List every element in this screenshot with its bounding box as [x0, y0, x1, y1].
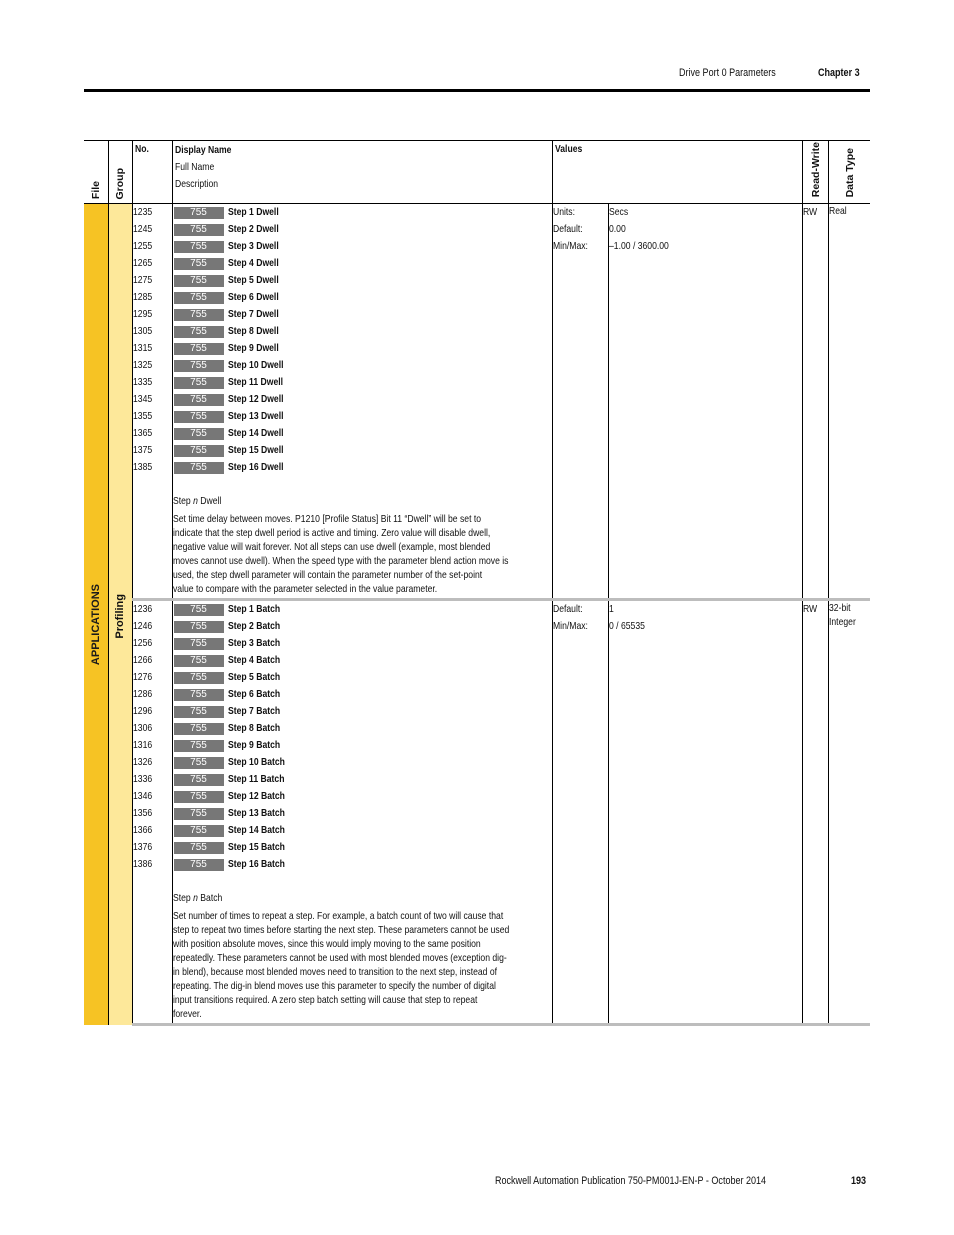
description-line: negative value will wait forever. Not all steps can use dwell (example, most blended [172, 541, 490, 553]
parameter-name: Step 3 Dwell [227, 240, 279, 252]
description-line: indicate that the step dwell period is active and timing. Zero value will disable dwell, [172, 527, 490, 539]
description-line: used, the step dwell parameter will contain the parameter number of the set-point [172, 569, 482, 581]
parameter-number: 1375 [132, 444, 152, 456]
value-values-cell [608, 600, 802, 1025]
parameter-number: 1296 [132, 705, 152, 717]
parameter-name: Step 1 Batch [227, 603, 280, 615]
header-chapter: Chapter 3 [818, 67, 860, 79]
drive-755-badge: 755 [174, 241, 224, 253]
drive-755-badge: 755 [174, 275, 224, 287]
value-label: Min/Max: [552, 240, 588, 252]
parameter-number: 1246 [132, 620, 152, 632]
description-line: step to repeat two times before starting the next step. These parameters cannot be used [172, 924, 509, 936]
drive-755-badge: 755 [174, 689, 224, 701]
drive-755-badge: 755 [174, 672, 224, 684]
parameter-name: Step 15 Dwell [227, 444, 284, 456]
parameter-number: 1325 [132, 359, 152, 371]
data-type-cell [828, 204, 870, 600]
parameter-name: Step 15 Batch [227, 841, 285, 853]
parameter-name: Step 13 Dwell [227, 410, 284, 422]
drive-755-badge: 755 [174, 462, 224, 474]
parameter-name: Step 12 Batch [227, 790, 285, 802]
drive-755-badge: 755 [174, 394, 224, 406]
parameter-row [84, 600, 870, 1025]
parameter-name: Step 10 Dwell [227, 359, 284, 371]
parameter-name: Step 7 Dwell [227, 308, 279, 320]
description-line: with position absolute moves, since this would imply moving to the same position [172, 938, 481, 950]
parameter-name: Step 4 Dwell [227, 257, 279, 269]
read-write-cell [802, 204, 828, 600]
read-write-value: RW [802, 206, 817, 218]
table-header-row [84, 141, 870, 204]
col-description: Description [174, 178, 218, 190]
parameter-name: Step 4 Batch [227, 654, 280, 666]
drive-755-badge: 755 [174, 723, 224, 735]
parameter-number: 1295 [132, 308, 152, 320]
parameter-number: 1265 [132, 257, 152, 269]
parameter-number: 1365 [132, 427, 152, 439]
col-group: Group [108, 141, 132, 203]
parameter-name: Step 9 Dwell [227, 342, 279, 354]
parameter-name: Step 2 Dwell [227, 223, 279, 235]
parameter-name: Step 1 Dwell [227, 206, 279, 218]
parameter-number: 1356 [132, 807, 152, 819]
description-line: Set number of times to repeat a step. For example, a batch count of two will cause that [172, 910, 503, 922]
value-value: –1.00 / 3600.00 [608, 240, 669, 252]
description-line: Set time delay between moves. P1210 [Profile Status] Bit 11 “Dwell” will be set to [172, 513, 481, 525]
parameter-number: 1355 [132, 410, 152, 422]
header-title: Drive Port 0 Parameters [679, 67, 776, 79]
drive-755-badge: 755 [174, 258, 224, 270]
parameter-name: Step 14 Batch [227, 824, 285, 836]
drive-755-badge: 755 [174, 343, 224, 355]
drive-755-badge: 755 [174, 791, 224, 803]
value-label: Default: [552, 223, 583, 235]
value-values-cell [608, 204, 802, 600]
data-type-value: 32-bit [828, 602, 851, 614]
read-write-value: RW [802, 603, 817, 615]
parameter-table [84, 140, 870, 1026]
drive-755-badge: 755 [174, 445, 224, 457]
parameter-number: 1376 [132, 841, 152, 853]
parameter-number: 1385 [132, 461, 152, 473]
drive-755-badge: 755 [174, 224, 224, 236]
drive-755-badge: 755 [174, 326, 224, 338]
col-no: No. [132, 141, 172, 204]
drive-755-badge: 755 [174, 825, 224, 837]
drive-755-badge: 755 [174, 604, 224, 616]
value-labels-cell [552, 600, 608, 1025]
value-labels-cell [552, 204, 608, 600]
drive-755-badge: 755 [174, 842, 224, 854]
parameter-name: Step 16 Batch [227, 858, 285, 870]
parameter-name: Step 2 Batch [227, 620, 280, 632]
drive-755-badge: 755 [174, 377, 224, 389]
parameter-number: 1276 [132, 671, 152, 683]
parameter-name: Step 11 Dwell [227, 376, 283, 388]
full-name: Step n Batch [172, 892, 222, 904]
parameter-number: 1346 [132, 790, 152, 802]
drive-755-badge: 755 [174, 808, 224, 820]
page-number: 193 [850, 1175, 866, 1187]
drive-755-badge: 755 [174, 740, 224, 752]
parameter-number: 1336 [132, 773, 152, 785]
parameter-number: 1236 [132, 603, 152, 615]
header-rule [84, 89, 870, 92]
page-footer [495, 1175, 869, 1187]
parameter-number: 1245 [132, 223, 152, 235]
number-cell [132, 600, 172, 1025]
drive-755-badge: 755 [174, 638, 224, 650]
parameter-row [84, 204, 870, 600]
parameter-name: Step 12 Dwell [227, 393, 284, 405]
drive-755-badge: 755 [174, 428, 224, 440]
value-label: Min/Max: [552, 620, 588, 632]
drive-755-badge: 755 [174, 621, 224, 633]
parameter-number: 1315 [132, 342, 152, 354]
parameter-name: Step 9 Batch [227, 739, 280, 751]
parameter-name: Step 16 Dwell [227, 461, 284, 473]
parameter-name: Step 3 Batch [227, 637, 280, 649]
number-cell [132, 204, 172, 600]
parameter-number: 1345 [132, 393, 152, 405]
parameter-name: Step 7 Batch [227, 705, 280, 717]
value-label: Default: [552, 603, 583, 615]
value-label: Units: [552, 206, 575, 218]
col-full-name: Full Name [174, 161, 214, 173]
drive-755-badge: 755 [174, 706, 224, 718]
parameter-name: Step 5 Batch [227, 671, 280, 683]
col-read-write: Read-Write [802, 141, 828, 203]
drive-755-badge: 755 [174, 411, 224, 423]
drive-755-badge: 755 [174, 309, 224, 321]
drive-755-badge: 755 [174, 655, 224, 667]
parameter-number: 1285 [132, 291, 152, 303]
description-line: moves cannot use dwell). When the speed type with the parameter blend action move is [172, 555, 508, 567]
parameter-number: 1256 [132, 637, 152, 649]
parameter-name: Step 8 Dwell [227, 325, 279, 337]
value-value: 0.00 [608, 223, 626, 235]
data-type-cell [828, 600, 870, 1025]
parameter-number: 1306 [132, 722, 152, 734]
data-type-value: Real [828, 205, 847, 217]
parameter-number: 1386 [132, 858, 152, 870]
drive-755-badge: 755 [174, 757, 224, 769]
display-name-cell [172, 204, 552, 600]
description-line: value to compare with the parameter selected in the value parameter. [172, 583, 437, 595]
parameter-number: 1316 [132, 739, 152, 751]
description-line: input transitions required. A zero step batch setting will cause that step to repeat [172, 994, 477, 1006]
file-cell [84, 204, 108, 1025]
group-cell [108, 204, 132, 1025]
col-values: Values [552, 141, 802, 204]
parameter-number: 1266 [132, 654, 152, 666]
parameter-number: 1235 [132, 206, 152, 218]
parameter-name: Step 10 Batch [227, 756, 285, 768]
parameter-number: 1275 [132, 274, 152, 286]
data-type-value: Integer [828, 616, 856, 628]
parameter-name: Step 6 Dwell [227, 291, 279, 303]
display-name-cell [172, 600, 552, 1025]
page-header [679, 67, 869, 79]
group-label: Profiling [114, 594, 126, 639]
parameter-number: 1335 [132, 376, 152, 388]
description-line: in blend), because most blended moves need to transition to the next step, instead of [172, 966, 497, 978]
parameter-name: Step 11 Batch [227, 773, 284, 785]
drive-755-badge: 755 [174, 774, 224, 786]
parameter-number: 1305 [132, 325, 152, 337]
col-data-type: Data Type [828, 141, 870, 203]
value-value: 0 / 65535 [608, 620, 645, 632]
read-write-cell [802, 600, 828, 1025]
parameter-name: Step 8 Batch [227, 722, 280, 734]
parameter-number: 1366 [132, 824, 152, 836]
drive-755-badge: 755 [174, 292, 224, 304]
drive-755-badge: 755 [174, 360, 224, 372]
parameter-number: 1286 [132, 688, 152, 700]
parameter-name: Step 13 Batch [227, 807, 285, 819]
parameter-name: Step 6 Batch [227, 688, 280, 700]
parameter-number: 1255 [132, 240, 152, 252]
description-line: repeating. The dig-in blend moves use this parameter to specify the number of digital [172, 980, 496, 992]
description-line: repeatedly. These parameters cannot be used with most blended moves (exception dig- [172, 952, 507, 964]
parameter-name: Step 5 Dwell [227, 274, 279, 286]
col-file: File [90, 180, 102, 199]
col-display-name: Display Name Full Name Description [172, 141, 552, 204]
parameter-number: 1326 [132, 756, 152, 768]
drive-755-badge: 755 [174, 859, 224, 871]
drive-755-badge: 755 [174, 207, 224, 219]
parameter-name: Step 14 Dwell [227, 427, 284, 439]
value-value: 1 [608, 603, 614, 615]
footer-publication: Rockwell Automation Publication 750-PM001J-EN-P - October 2014 [495, 1175, 767, 1187]
parameter-description [173, 890, 552, 1021]
parameter-description [173, 493, 552, 596]
value-value: Secs [608, 206, 628, 218]
full-name: Step n Dwell [172, 495, 221, 507]
description-line: forever. [172, 1008, 202, 1020]
file-label: APPLICATIONS [89, 584, 102, 666]
